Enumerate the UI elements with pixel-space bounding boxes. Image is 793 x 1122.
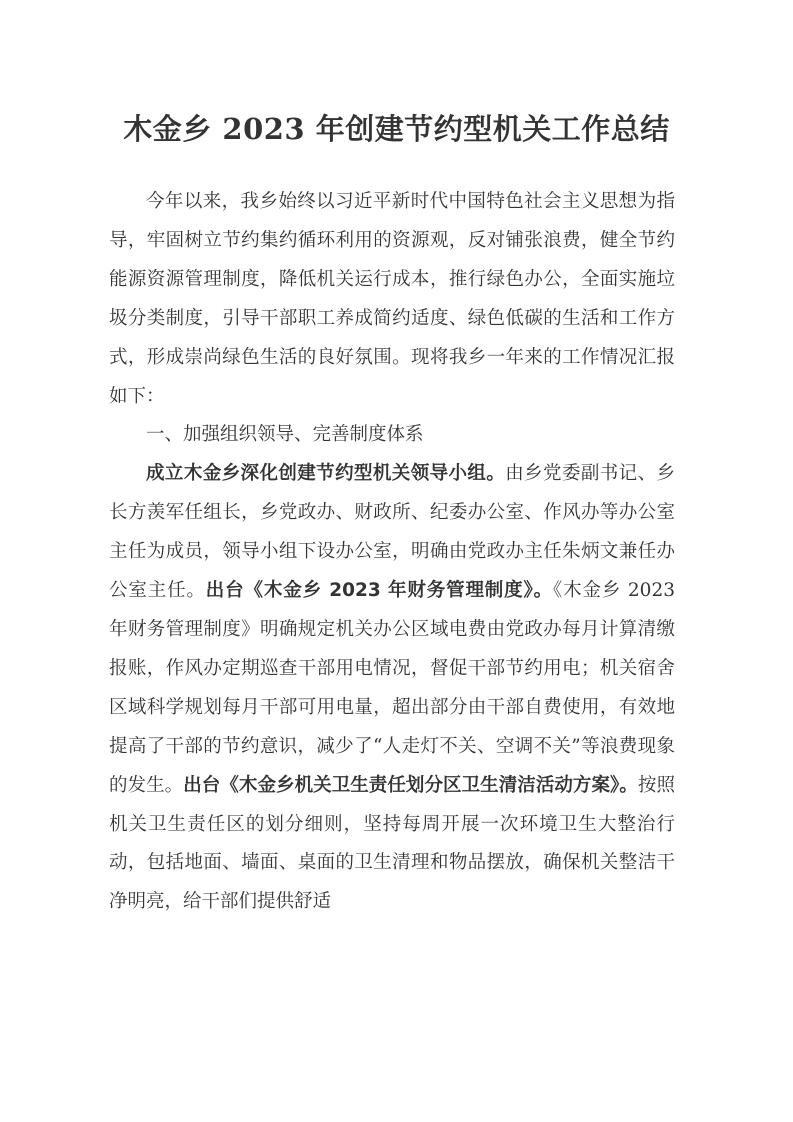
- paragraph-text: 由乡党委副书记、乡长方羡军任组长，乡党政办、财政所、纪委办公室、作风办等办公室主任为成员，领导小组下设办公室，明确由党政办主任朱炳文兼任办公室主任。: [109, 463, 675, 602]
- bold-lead-text: 出台《木金乡机关卫生责任划分区卫生清洁活动方案》。: [183, 774, 638, 796]
- intro-paragraph: 今年以来，我乡始终以习近平新时代中国特色社会主义思想为指导，牢固树立节约集约循环利用的资源观，反对铺张浪费，健全节约能源资源管理制度，降低机关运行成本，推行绿色办公，全面实施垃圾分类制度，引导干部职工养成简约适度、绿色低碳的生活和工作方式，形成崇尚绿色生活的良好氛围。现将我乡一年来的工作情况汇报如下：: [109, 191, 675, 407]
- document-title: 木金乡 2023 年创建节约型机关工作总结: [123, 112, 670, 146]
- paragraph-text: 按照机关卫生责任区的划分细则，坚持每周开展一次环境卫生大整治行动，包括地面、墙面、桌面的卫生清理和物品摆放，确保机关整洁干净明亮，给干部们提供舒适: [109, 774, 675, 913]
- paragraph-text: 《木金乡 2023 年财务管理制度》明确规定机关办公区域电费由党政办每月计算清缴报账，作风办定期巡查干部用电情况，督促干部节约用电；机关宿舍区域科学规划每月干部可用电量，超出部分由干部自费使用，有效地提高了干部的节约意识，减少了“人走灯不关、空调不关”等浪费现象的发生。: [109, 580, 675, 796]
- document-body: [109, 183, 675, 922]
- section-paragraph: [109, 455, 675, 922]
- bold-lead-text: 出台《木金乡 2023 年财务管理制度》。: [205, 580, 553, 602]
- section-heading: 一、加强组织领导、完善制度体系: [146, 424, 424, 446]
- bold-lead-text: 成立木金乡深化创建节约型机关领导小组。: [146, 463, 506, 485]
